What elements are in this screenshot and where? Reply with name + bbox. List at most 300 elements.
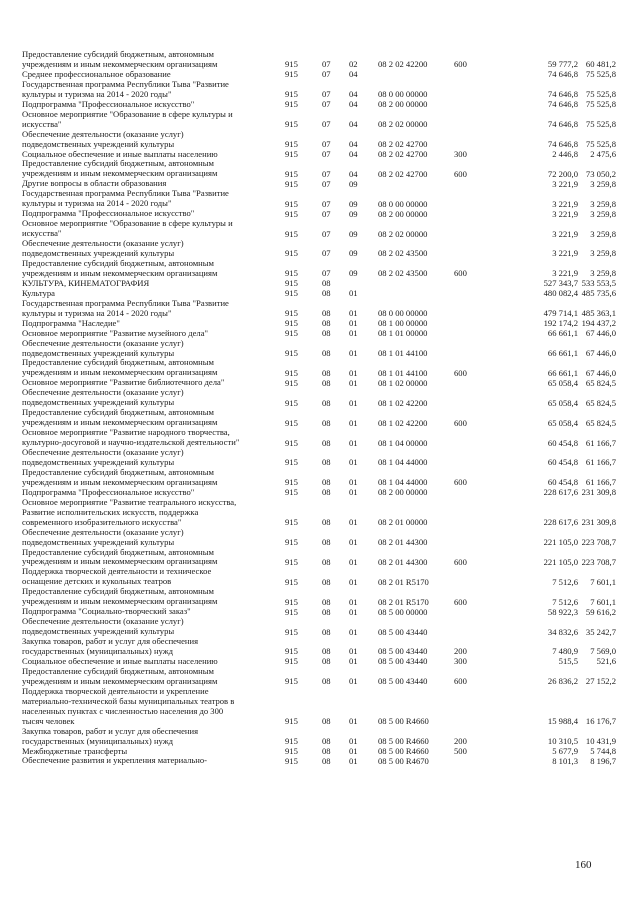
glava-code: 915 bbox=[285, 556, 298, 567]
glava-code: 915 bbox=[285, 377, 298, 388]
amount-year-2: 59 616,2 bbox=[585, 606, 616, 617]
section-code: 08 bbox=[322, 517, 331, 528]
row-name bbox=[22, 159, 284, 179]
glava-code: 915 bbox=[285, 736, 298, 747]
section-code: 08 bbox=[322, 457, 331, 468]
amount-year-1: 3 221,9 bbox=[552, 198, 578, 209]
amount-year-1: 221 105,0 bbox=[543, 537, 578, 548]
row-name-line: Поддержка творческой деятельности и укрепление bbox=[22, 685, 209, 696]
section-code: 07 bbox=[322, 119, 331, 130]
glava-code: 915 bbox=[285, 228, 298, 239]
row-name-line: учреждениям и иным некоммерческим организациям bbox=[22, 476, 218, 487]
row-name-line: подведомственных учреждений культуры bbox=[22, 536, 175, 547]
target-article-code: 08 1 01 44100 bbox=[378, 347, 428, 358]
expense-type-code: 200 bbox=[454, 736, 467, 747]
row-name bbox=[22, 567, 284, 587]
amount-year-1: 5 677,9 bbox=[552, 746, 578, 756]
target-article-code: 08 1 04 44000 bbox=[378, 477, 428, 488]
row-name-line: культуры и туризма на 2014 - 2020 годы" bbox=[22, 307, 172, 318]
section-code: 08 bbox=[322, 288, 331, 299]
subsection-code: 01 bbox=[349, 487, 358, 498]
target-article-code: 08 5 00 43440 bbox=[378, 626, 428, 637]
row-name-line: Обеспечение деятельности (оказание услуг) bbox=[22, 387, 184, 398]
glava-code: 915 bbox=[285, 168, 298, 179]
amount-year-1: 228 617,6 bbox=[543, 517, 578, 528]
expense-type-code: 600 bbox=[454, 417, 467, 428]
row-name-line: учреждениям и иным некоммерческим организациям bbox=[22, 367, 218, 378]
target-article-code: 08 5 00 R4660 bbox=[378, 736, 429, 747]
amount-year-2: 75 525,8 bbox=[585, 99, 616, 110]
glava-code: 915 bbox=[285, 178, 298, 189]
glava-code: 915 bbox=[285, 347, 298, 358]
amount-year-1: 74 646,8 bbox=[547, 139, 578, 150]
section-code: 07 bbox=[322, 69, 331, 80]
row-name-line: государственных (муниципальных) нужд bbox=[22, 735, 174, 746]
subsection-code: 01 bbox=[349, 308, 358, 319]
amount-year-1: 192 174,2 bbox=[543, 318, 578, 329]
row-name-line: учреждениям и иным некоммерческим организациям bbox=[22, 58, 218, 69]
amount-year-1: 26 836,2 bbox=[547, 676, 578, 687]
row-name-line: Социальное обеспечение и иные выплаты населению bbox=[22, 148, 218, 159]
section-code: 08 bbox=[322, 487, 331, 498]
amount-year-2: 533 553,5 bbox=[581, 278, 616, 289]
target-article-code: 08 2 00 00000 bbox=[378, 208, 428, 219]
target-article-code: 08 1 02 00000 bbox=[378, 377, 428, 388]
amount-year-2: 5 744,8 bbox=[590, 746, 616, 756]
subsection-code: 01 bbox=[349, 477, 358, 488]
glava-code: 915 bbox=[285, 646, 298, 657]
subsection-code: 01 bbox=[349, 457, 358, 468]
glava-code: 915 bbox=[285, 288, 298, 299]
target-article-code: 08 5 00 R4660 bbox=[378, 716, 429, 727]
target-article-code: 08 0 00 00000 bbox=[378, 308, 428, 319]
glava-code: 915 bbox=[285, 367, 298, 378]
amount-year-2: 3 259,8 bbox=[590, 248, 616, 259]
amount-year-2: 61 166,7 bbox=[585, 477, 616, 488]
expense-type-code: 600 bbox=[454, 676, 467, 687]
section-code: 08 bbox=[322, 417, 331, 428]
amount-year-2: 10 431,9 bbox=[585, 736, 616, 747]
amount-year-2: 7 601,1 bbox=[590, 596, 616, 607]
section-code: 08 bbox=[322, 537, 331, 548]
row-name-line: культуры и туризма на 2014 - 2020 годы" bbox=[22, 198, 172, 209]
section-code: 07 bbox=[322, 139, 331, 150]
glava-code: 915 bbox=[285, 746, 298, 756]
glava-code: 915 bbox=[285, 676, 298, 687]
amount-year-1: 3 221,9 bbox=[552, 178, 578, 189]
row-name bbox=[22, 528, 284, 548]
amount-year-2: 67 446,0 bbox=[585, 347, 616, 358]
row-name bbox=[22, 80, 284, 100]
glava-code: 915 bbox=[285, 596, 298, 607]
amount-year-1: 7 512,6 bbox=[552, 576, 578, 587]
row-name-line: материально-технической базы муниципальных театров в bbox=[22, 695, 235, 706]
target-article-code: 08 1 02 42200 bbox=[378, 417, 428, 428]
glava-code: 915 bbox=[285, 716, 298, 727]
amount-year-1: 60 454,8 bbox=[547, 457, 578, 468]
row-name-line: Государственная программа Республики Тыва "Развитие bbox=[22, 297, 229, 308]
amount-year-1: 72 200,0 bbox=[547, 168, 578, 179]
row-name bbox=[22, 239, 284, 259]
row-name-line: тысяч человек bbox=[22, 715, 75, 726]
section-code: 08 bbox=[322, 746, 331, 756]
row-name bbox=[22, 408, 284, 428]
subsection-code: 01 bbox=[349, 676, 358, 687]
section-code: 07 bbox=[322, 228, 331, 239]
subsection-code: 04 bbox=[349, 119, 358, 130]
section-code: 08 bbox=[322, 716, 331, 727]
glava-code: 915 bbox=[285, 278, 298, 289]
section-code: 08 bbox=[322, 596, 331, 607]
row-name-line: Государственная программа Республики Тыва "Развитие bbox=[22, 78, 229, 89]
section-code: 08 bbox=[322, 278, 331, 289]
row-name bbox=[22, 617, 284, 637]
subsection-code: 01 bbox=[349, 417, 358, 428]
section-code: 08 bbox=[322, 347, 331, 358]
row-name-line: Предоставление субсидий бюджетным, автономным bbox=[22, 49, 214, 59]
subsection-code: 01 bbox=[349, 646, 358, 657]
amount-year-2: 485 363,1 bbox=[581, 308, 616, 319]
amount-year-2: 231 309,8 bbox=[581, 487, 616, 498]
row-name bbox=[22, 756, 284, 766]
target-article-code: 08 1 04 00000 bbox=[378, 437, 428, 448]
row-name-line: подведомственных учреждений культуры bbox=[22, 248, 175, 258]
amount-year-1: 59 777,2 bbox=[547, 59, 578, 70]
amount-year-1: 74 646,8 bbox=[547, 99, 578, 110]
glava-code: 915 bbox=[285, 99, 298, 110]
row-name-line: Обеспечение деятельности (оказание услуг) bbox=[22, 526, 184, 537]
row-name-line: подведомственных учреждений культуры bbox=[22, 456, 175, 467]
target-article-code: 08 5 00 R4670 bbox=[378, 755, 429, 766]
page-number: 160 bbox=[575, 859, 592, 871]
row-name-line: оснащение детских и кукольных театров bbox=[22, 576, 172, 587]
section-code: 08 bbox=[322, 646, 331, 657]
amount-year-2: 7 601,1 bbox=[590, 576, 616, 587]
amount-year-1: 7 480,9 bbox=[552, 646, 578, 657]
amount-year-1: 8 101,3 bbox=[552, 755, 578, 766]
amount-year-1: 221 105,0 bbox=[543, 556, 578, 567]
expense-type-code: 200 bbox=[454, 646, 467, 657]
row-name-line: Другие вопросы в области образования bbox=[22, 178, 167, 189]
expense-type-code: 600 bbox=[454, 59, 467, 70]
amount-year-2: 67 446,0 bbox=[585, 328, 616, 339]
section-code: 08 bbox=[322, 606, 331, 617]
row-name-line: Предоставление субсидий бюджетным, автономным bbox=[22, 546, 214, 557]
row-name-line: культуры и туризма на 2014 - 2020 годы" bbox=[22, 88, 172, 99]
target-article-code: 08 5 00 43440 bbox=[378, 676, 428, 687]
glava-code: 915 bbox=[285, 69, 298, 80]
target-article-code: 08 2 00 00000 bbox=[378, 99, 428, 110]
target-article-code: 08 5 00 43440 bbox=[378, 656, 428, 667]
amount-year-2: 73 050,2 bbox=[585, 168, 616, 179]
glava-code: 915 bbox=[285, 248, 298, 259]
row-name-line: подведомственных учреждений культуры bbox=[22, 626, 175, 637]
section-code: 08 bbox=[322, 736, 331, 747]
subsection-code: 04 bbox=[349, 139, 358, 150]
subsection-code: 01 bbox=[349, 656, 358, 667]
expense-type-code: 600 bbox=[454, 556, 467, 567]
subsection-code: 01 bbox=[349, 626, 358, 637]
subsection-code: 04 bbox=[349, 69, 358, 80]
amount-year-2: 2 475,6 bbox=[590, 149, 616, 159]
row-name bbox=[22, 219, 284, 239]
subsection-code: 01 bbox=[349, 606, 358, 617]
expense-type-code: 600 bbox=[454, 596, 467, 607]
row-name-line: подведомственных учреждений культуры bbox=[22, 347, 175, 358]
section-code: 08 bbox=[322, 367, 331, 378]
row-name-line: Подпрограмма "Наследие" bbox=[22, 317, 120, 328]
glava-code: 915 bbox=[285, 517, 298, 528]
target-article-code: 08 1 02 42200 bbox=[378, 397, 428, 408]
row-name-line: Обеспечение деятельности (оказание услуг) bbox=[22, 337, 184, 348]
amount-year-2: 61 166,7 bbox=[585, 457, 616, 468]
glava-code: 915 bbox=[285, 755, 298, 766]
row-name-line: Основное мероприятие "Развитие театрального искусства, bbox=[22, 496, 237, 507]
row-name-line: государственных (муниципальных) нужд bbox=[22, 646, 174, 656]
subsection-code: 01 bbox=[349, 596, 358, 607]
row-name-line: Поддержка творческой деятельности и техническое bbox=[22, 566, 212, 577]
section-code: 08 bbox=[322, 437, 331, 448]
subsection-code: 09 bbox=[349, 228, 358, 239]
amount-year-2: 65 824,5 bbox=[585, 377, 616, 388]
row-name-line: Предоставление субсидий бюджетным, автономным bbox=[22, 466, 214, 477]
row-name-line: Предоставление субсидий бюджетным, автономным bbox=[22, 357, 214, 368]
row-name-line: Среднее профессиональное образование bbox=[22, 68, 171, 79]
glava-code: 915 bbox=[285, 437, 298, 448]
row-name bbox=[22, 637, 284, 657]
target-article-code: 08 5 00 00000 bbox=[378, 606, 428, 617]
glava-code: 915 bbox=[285, 487, 298, 498]
amount-year-1: 74 646,8 bbox=[547, 69, 578, 80]
subsection-code: 09 bbox=[349, 248, 358, 259]
target-article-code: 08 1 01 44100 bbox=[378, 367, 428, 378]
row-name-line: Предоставление субсидий бюджетным, автономным bbox=[22, 586, 214, 597]
amount-year-1: 479 714,1 bbox=[543, 308, 578, 319]
subsection-code: 09 bbox=[349, 208, 358, 219]
section-code: 07 bbox=[322, 178, 331, 189]
row-name-line: Обеспечение деятельности (оказание услуг) bbox=[22, 447, 184, 457]
section-code: 07 bbox=[322, 268, 331, 279]
glava-code: 915 bbox=[285, 417, 298, 428]
expense-type-code: 500 bbox=[454, 746, 467, 756]
target-article-code: 08 2 02 00000 bbox=[378, 119, 428, 130]
amount-year-1: 34 832,6 bbox=[547, 626, 578, 637]
amount-year-1: 60 454,8 bbox=[547, 437, 578, 448]
amount-year-1: 65 058,4 bbox=[547, 377, 578, 388]
amount-year-2: 3 259,8 bbox=[590, 268, 616, 279]
amount-year-1: 3 221,9 bbox=[552, 228, 578, 239]
target-article-code: 08 2 02 42700 bbox=[378, 149, 428, 159]
subsection-code: 01 bbox=[349, 716, 358, 727]
row-name bbox=[22, 339, 284, 359]
row-name bbox=[22, 667, 284, 687]
row-name-line: Обеспечение деятельности (оказание услуг) bbox=[22, 128, 184, 139]
glava-code: 915 bbox=[285, 606, 298, 617]
row-name-line: Закупка товаров, работ и услуг для обеспечения bbox=[22, 725, 199, 736]
row-name-line: Обеспечение деятельности (оказание услуг) bbox=[22, 616, 184, 627]
amount-year-2: 3 259,8 bbox=[590, 228, 616, 239]
row-name-line: учреждениям и иным некоммерческим организациям bbox=[22, 556, 218, 567]
target-article-code: 08 0 00 00000 bbox=[378, 89, 428, 100]
amount-year-2: 194 437,2 bbox=[581, 318, 616, 329]
amount-year-1: 66 661,1 bbox=[547, 328, 578, 339]
amount-year-1: 7 512,6 bbox=[552, 596, 578, 607]
amount-year-2: 65 824,5 bbox=[585, 417, 616, 428]
row-name bbox=[22, 727, 284, 747]
target-article-code: 08 1 00 00000 bbox=[378, 318, 428, 329]
section-code: 07 bbox=[322, 248, 331, 259]
subsection-code: 01 bbox=[349, 318, 358, 329]
section-code: 08 bbox=[322, 755, 331, 766]
row-name-line: Социальное обеспечение и иные выплаты населению bbox=[22, 655, 218, 666]
amount-year-2: 3 259,8 bbox=[590, 198, 616, 209]
subsection-code: 04 bbox=[349, 89, 358, 100]
subsection-code: 01 bbox=[349, 328, 358, 339]
amount-year-2: 75 525,8 bbox=[585, 89, 616, 100]
subsection-code: 01 bbox=[349, 288, 358, 299]
row-name-line: подведомственных учреждений культуры bbox=[22, 138, 175, 149]
row-name-line: Подпрограмма "Профессиональное искусство" bbox=[22, 98, 195, 109]
subsection-code: 01 bbox=[349, 576, 358, 587]
row-name-line: культурно-досуговой и научно-издательской деятельности" bbox=[22, 437, 240, 448]
section-code: 08 bbox=[322, 308, 331, 319]
row-name bbox=[22, 388, 284, 408]
amount-year-1: 74 646,8 bbox=[547, 89, 578, 100]
glava-code: 915 bbox=[285, 537, 298, 548]
subsection-code: 01 bbox=[349, 517, 358, 528]
glava-code: 915 bbox=[285, 208, 298, 219]
amount-year-2: 75 525,8 bbox=[585, 69, 616, 80]
target-article-code: 08 2 01 R5170 bbox=[378, 596, 429, 607]
amount-year-1: 65 058,4 bbox=[547, 417, 578, 428]
section-code: 08 bbox=[322, 656, 331, 667]
amount-year-1: 15 988,4 bbox=[547, 716, 578, 727]
glava-code: 915 bbox=[285, 626, 298, 637]
expense-type-code: 600 bbox=[454, 168, 467, 179]
row-name-line: Основное мероприятие "Развитие библиотечного дела" bbox=[22, 377, 225, 388]
row-name-line: Государственная программа Республики Тыва "Развитие bbox=[22, 188, 229, 199]
amount-year-1: 3 221,9 bbox=[552, 208, 578, 219]
row-name-line: учреждениям и иным некоммерческим организациям bbox=[22, 596, 218, 607]
section-code: 07 bbox=[322, 89, 331, 100]
amount-year-2: 223 708,7 bbox=[581, 537, 616, 548]
row-name-line: Развитие исполнительских искусств, поддержка bbox=[22, 506, 199, 517]
section-code: 07 bbox=[322, 208, 331, 219]
subsection-code: 01 bbox=[349, 746, 358, 756]
row-name-line: Подпрограмма "Профессиональное искусство" bbox=[22, 208, 195, 219]
section-code: 07 bbox=[322, 149, 331, 159]
row-name-line: Предоставление субсидий бюджетным, автономным bbox=[22, 407, 214, 418]
amount-year-2: 35 242,7 bbox=[585, 626, 616, 637]
section-code: 07 bbox=[322, 168, 331, 179]
row-name-line: учреждениям и иным некоммерческим организациям bbox=[22, 675, 218, 686]
amount-year-2: 65 824,5 bbox=[585, 397, 616, 408]
subsection-code: 01 bbox=[349, 347, 358, 358]
glava-code: 915 bbox=[285, 268, 298, 279]
glava-code: 915 bbox=[285, 139, 298, 150]
expense-type-code: 600 bbox=[454, 367, 467, 378]
row-name-line: Предоставление субсидий бюджетным, автономным bbox=[22, 158, 214, 169]
subsection-code: 04 bbox=[349, 149, 358, 159]
row-name-line: учреждениям и иным некоммерческим организациям bbox=[22, 168, 218, 179]
section-code: 07 bbox=[322, 198, 331, 209]
section-code: 08 bbox=[322, 477, 331, 488]
row-name bbox=[22, 548, 284, 568]
section-code: 08 bbox=[322, 556, 331, 567]
amount-year-1: 3 221,9 bbox=[552, 268, 578, 279]
row-name-line: Основное мероприятие "Образование в сфере культуры и bbox=[22, 108, 233, 119]
amount-year-1: 527 343,7 bbox=[543, 278, 578, 289]
subsection-code: 01 bbox=[349, 736, 358, 747]
subsection-code: 01 bbox=[349, 367, 358, 378]
row-name-line: Закупка товаров, работ и услуг для обеспечения bbox=[22, 636, 199, 647]
target-article-code: 08 2 01 44300 bbox=[378, 537, 428, 548]
section-code: 07 bbox=[322, 99, 331, 110]
amount-year-1: 10 310,5 bbox=[547, 736, 578, 747]
target-article-code: 08 2 02 42200 bbox=[378, 59, 428, 70]
target-article-code: 08 2 01 R5170 bbox=[378, 576, 429, 587]
row-name-line: Подпрограмма "Профессиональное искусство" bbox=[22, 486, 195, 497]
amount-year-1: 66 661,1 bbox=[547, 347, 578, 358]
expense-type-code: 300 bbox=[454, 149, 467, 159]
expense-type-code: 600 bbox=[454, 477, 467, 488]
row-name-line: Подпрограмма "Социально-творческий заказ" bbox=[22, 606, 191, 617]
amount-year-2: 231 309,8 bbox=[581, 517, 616, 528]
subsection-code: 01 bbox=[349, 437, 358, 448]
expense-type-code: 600 bbox=[454, 268, 467, 279]
amount-year-2: 75 525,8 bbox=[585, 119, 616, 130]
row-name-line: Основное мероприятие "Развитие музейного дела" bbox=[22, 327, 209, 338]
row-name bbox=[22, 279, 284, 289]
amount-year-2: 61 166,7 bbox=[585, 437, 616, 448]
section-code: 08 bbox=[322, 377, 331, 388]
glava-code: 915 bbox=[285, 656, 298, 667]
subsection-code: 01 bbox=[349, 755, 358, 766]
row-name-line: населенных пунктах с численностью населения до 300 bbox=[22, 705, 224, 716]
target-article-code: 08 0 00 00000 bbox=[378, 198, 428, 209]
glava-code: 915 bbox=[285, 149, 298, 159]
row-name-line: учреждениям и иным некоммерческим организациям bbox=[22, 267, 218, 278]
target-article-code: 08 5 00 R4660 bbox=[378, 746, 429, 756]
target-article-code: 08 2 02 42700 bbox=[378, 168, 428, 179]
row-name bbox=[22, 448, 284, 468]
row-name bbox=[22, 259, 284, 279]
subsection-code: 09 bbox=[349, 178, 358, 189]
row-name bbox=[22, 130, 284, 150]
row-name bbox=[22, 110, 284, 130]
subsection-code: 01 bbox=[349, 556, 358, 567]
amount-year-2: 8 196,7 bbox=[590, 755, 616, 766]
amount-year-1: 3 221,9 bbox=[552, 248, 578, 259]
amount-year-2: 60 481,2 bbox=[585, 59, 616, 70]
target-article-code: 08 2 02 00000 bbox=[378, 228, 428, 239]
glava-code: 915 bbox=[285, 318, 298, 329]
row-name-line: Обеспечение развития и укрепления материально- bbox=[22, 755, 208, 766]
glava-code: 915 bbox=[285, 59, 298, 70]
row-name bbox=[22, 587, 284, 607]
row-name bbox=[22, 428, 284, 448]
target-article-code: 08 2 02 43500 bbox=[378, 268, 428, 279]
expense-type-code: 300 bbox=[454, 656, 467, 667]
amount-year-2: 223 708,7 bbox=[581, 556, 616, 567]
subsection-code: 04 bbox=[349, 168, 358, 179]
glava-code: 915 bbox=[285, 89, 298, 100]
row-name-line: Основное мероприятие "Развитие народного творчества, bbox=[22, 427, 230, 438]
glava-code: 915 bbox=[285, 457, 298, 468]
amount-year-2: 521,6 bbox=[596, 656, 616, 667]
subsection-code: 09 bbox=[349, 268, 358, 279]
row-name bbox=[22, 498, 284, 528]
